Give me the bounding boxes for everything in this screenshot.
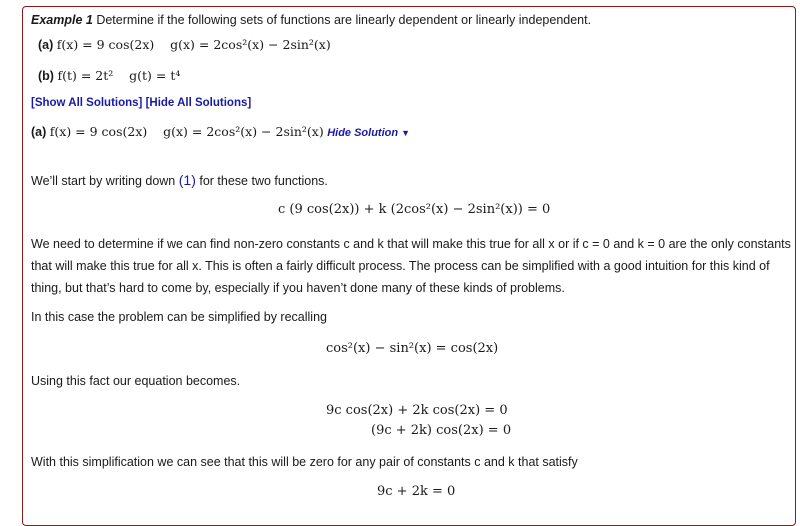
intro-text-after: for these two functions. [199,174,328,188]
caret-down-icon: ▼ [401,128,411,138]
paragraph-1-line-1: We need to determine if we can find non-zero constants c and k that will make this true for all x or if c = 0 and k = 0 are the only constants [31,237,791,251]
hide-all-solutions-link[interactable]: [Hide All Solutions] [145,97,252,109]
hide-solution-label: Hide Solution [327,127,399,139]
equation-3-line-2: (9c + 2k) cos(2x) = 0 [371,423,512,438]
paragraph-2: In this case the problem can be simplified by recalling [31,310,327,324]
solution-intro [31,172,328,188]
equation-1: c (9 cos(2x)) + k (2cos²(x) − 2sin²(x)) = 0 [278,202,551,217]
hide-solution-toggle[interactable] [327,127,410,139]
equation-3-line-1: 9c cos(2x) + 2k cos(2x) = 0 [326,403,508,418]
part-b-statement [38,68,180,83]
paragraph-4: With this simplification we can see that this will be zero for any pair of constants c and k that satisfy [31,455,578,469]
example-label: Example 1 [31,13,93,27]
solution-a-math: f(x) = 9 cos(2x) g(x) = 2cos²(x) − 2sin²(x) [49,124,324,139]
part-a-math: f(x) = 9 cos(2x) g(x) = 2cos²(x) − 2sin²(x) [56,37,331,52]
solution-a-label: (a) [31,125,47,139]
solution-a-header [31,124,410,139]
paragraph-1-line-2: that will make this true for all x. This is often a fairly difficult process. The process can be simplified with a good intuition for this kind of [31,259,770,273]
equation-4: 9c + 2k = 0 [377,484,456,499]
part-b-label: (b) [38,69,54,83]
intro-text-before: We’ll start by writing down [31,174,176,188]
example-prompt [31,13,591,27]
solution-links [31,97,251,109]
show-all-solutions-link[interactable]: [Show All Solutions] [31,97,143,109]
equation-2: cos²(x) − sin²(x) = cos(2x) [326,341,499,356]
paragraph-1-line-3: thing, but that’s hard to come by, especially if you haven’t done many of these kinds of problems. [31,281,565,295]
paragraph-1 [31,233,791,299]
part-a-label: (a) [38,38,54,52]
equation-ref-link[interactable]: (1) [178,172,196,188]
example-prompt-text: Determine if the following sets of functions are linearly dependent or linearly independent. [96,13,592,27]
paragraph-3: Using this fact our equation becomes. [31,374,241,388]
part-b-math: f(t) = 2t² g(t) = t⁴ [57,68,181,83]
part-a-statement [38,37,331,52]
